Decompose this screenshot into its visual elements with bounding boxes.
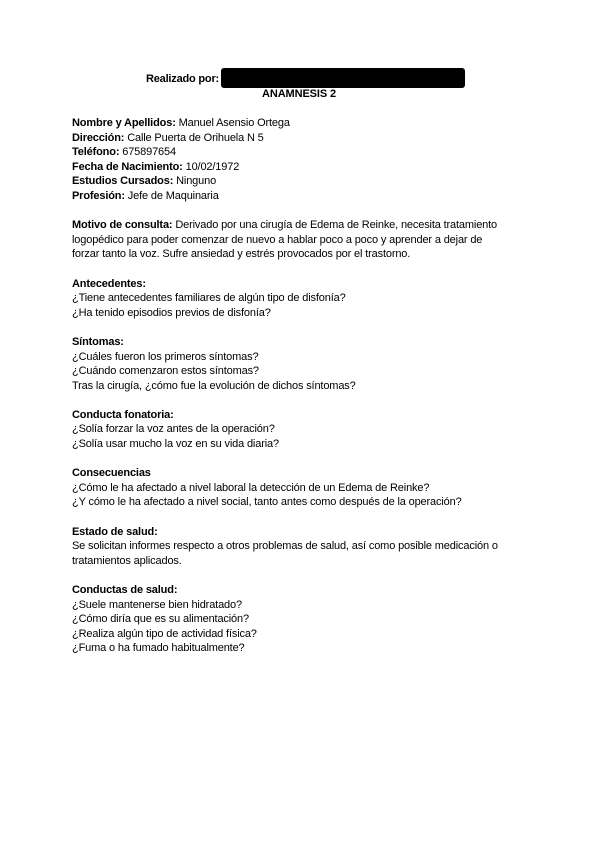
question-line: ¿Ha tenido episodios previos de disfonía? [72, 306, 271, 319]
field-value: 675897654 [119, 146, 176, 159]
document-body [72, 116, 532, 671]
field-telefono [72, 145, 532, 160]
question-line: ¿Fuma o ha fumado habitualmente? [72, 642, 245, 655]
field-value: Ninguno [173, 175, 217, 188]
field-label: Teléfono: [72, 146, 120, 159]
motivo-line-2: logopédico para poder comenzar de nuevo a hablar poco a poco y aprender a dejar de [72, 233, 483, 246]
section-title: Síntomas: [72, 335, 124, 348]
question-line: ¿Realiza algún tipo de actividad física? [72, 627, 257, 640]
section-title: Conducta fonatoria: [72, 408, 174, 421]
question-line: ¿Cómo le ha afectado a nivel laboral la detección de un Edema de Reinke? [72, 481, 430, 494]
text-line: tratamientos aplicados. [72, 554, 182, 567]
field-estudios [72, 174, 532, 189]
conducta-fonatoria-section [72, 408, 532, 452]
field-label: Profesión: [72, 189, 125, 202]
question-line: ¿Cuáles fueron los primeros síntomas? [72, 350, 259, 363]
redacted-name-block [221, 68, 465, 88]
section-title: Conductas de salud: [72, 584, 178, 596]
document-title: ANAMNESIS 2 [262, 88, 337, 98]
motivo-label: Motivo de consulta: [72, 219, 173, 232]
question-line: ¿Suele mantenerse bien hidratado? [72, 598, 242, 611]
field-value: Manuel Asensio Ortega [175, 117, 290, 129]
field-value: 10/02/1972 [182, 160, 240, 173]
estado-salud-section [72, 525, 532, 569]
field-label: Estudios Cursados: [72, 175, 174, 188]
question-line: ¿Cómo diría que es su alimentación? [72, 613, 249, 626]
motivo-section [72, 218, 532, 262]
section-title: Estado de salud: [72, 525, 158, 538]
field-value: Jefe de Maquinaria [124, 189, 219, 202]
field-direccion [72, 131, 532, 146]
consecuencias-section [72, 466, 532, 510]
question-line: ¿Y cómo le ha afectado a nivel social, tanto antes como después de la operación? [72, 496, 462, 509]
question-line: ¿Solía usar mucho la voz en su vida diaria? [72, 438, 279, 451]
antecedentes-section [72, 277, 532, 321]
motivo-line-1 [72, 218, 532, 233]
field-label: Dirección: [72, 131, 125, 144]
realizado-label: Realizado por: [146, 73, 219, 85]
text-line: Se solicitan informes respecto a otros problemas de salud, así como posible medicación o [72, 540, 498, 553]
field-fecha-nacimiento [72, 160, 532, 175]
section-title: Antecedentes: [72, 277, 146, 290]
field-label: Fecha de Nacimiento: [72, 160, 183, 173]
field-label: Nombre y Apellidos: [72, 117, 176, 129]
question-line: Tras la cirugía, ¿cómo fue la evolución de dichos síntomas? [72, 379, 356, 392]
question-line: ¿Cuándo comenzaron estos síntomas? [72, 365, 259, 378]
field-nombre [72, 116, 532, 131]
motivo-text: Derivado por una cirugía de Edema de Reinke, necesita tratamiento [172, 219, 498, 232]
sintomas-section [72, 335, 532, 393]
section-title: Consecuencias [72, 467, 151, 480]
document-header [0, 0, 600, 100]
question-line: ¿Solía forzar la voz antes de la operación? [72, 423, 275, 436]
question-line: ¿Tiene antecedentes familiares de algún tipo de disfonía? [72, 292, 346, 305]
conductas-salud-section [72, 583, 532, 656]
field-value: Calle Puerta de Orihuela N 5 [124, 131, 264, 144]
personal-data-section [72, 116, 532, 204]
motivo-line-3: forzar tanto la voz. Sufre ansiedad y estrés provocados por el trastorno. [72, 248, 411, 261]
field-profesion [72, 189, 532, 204]
